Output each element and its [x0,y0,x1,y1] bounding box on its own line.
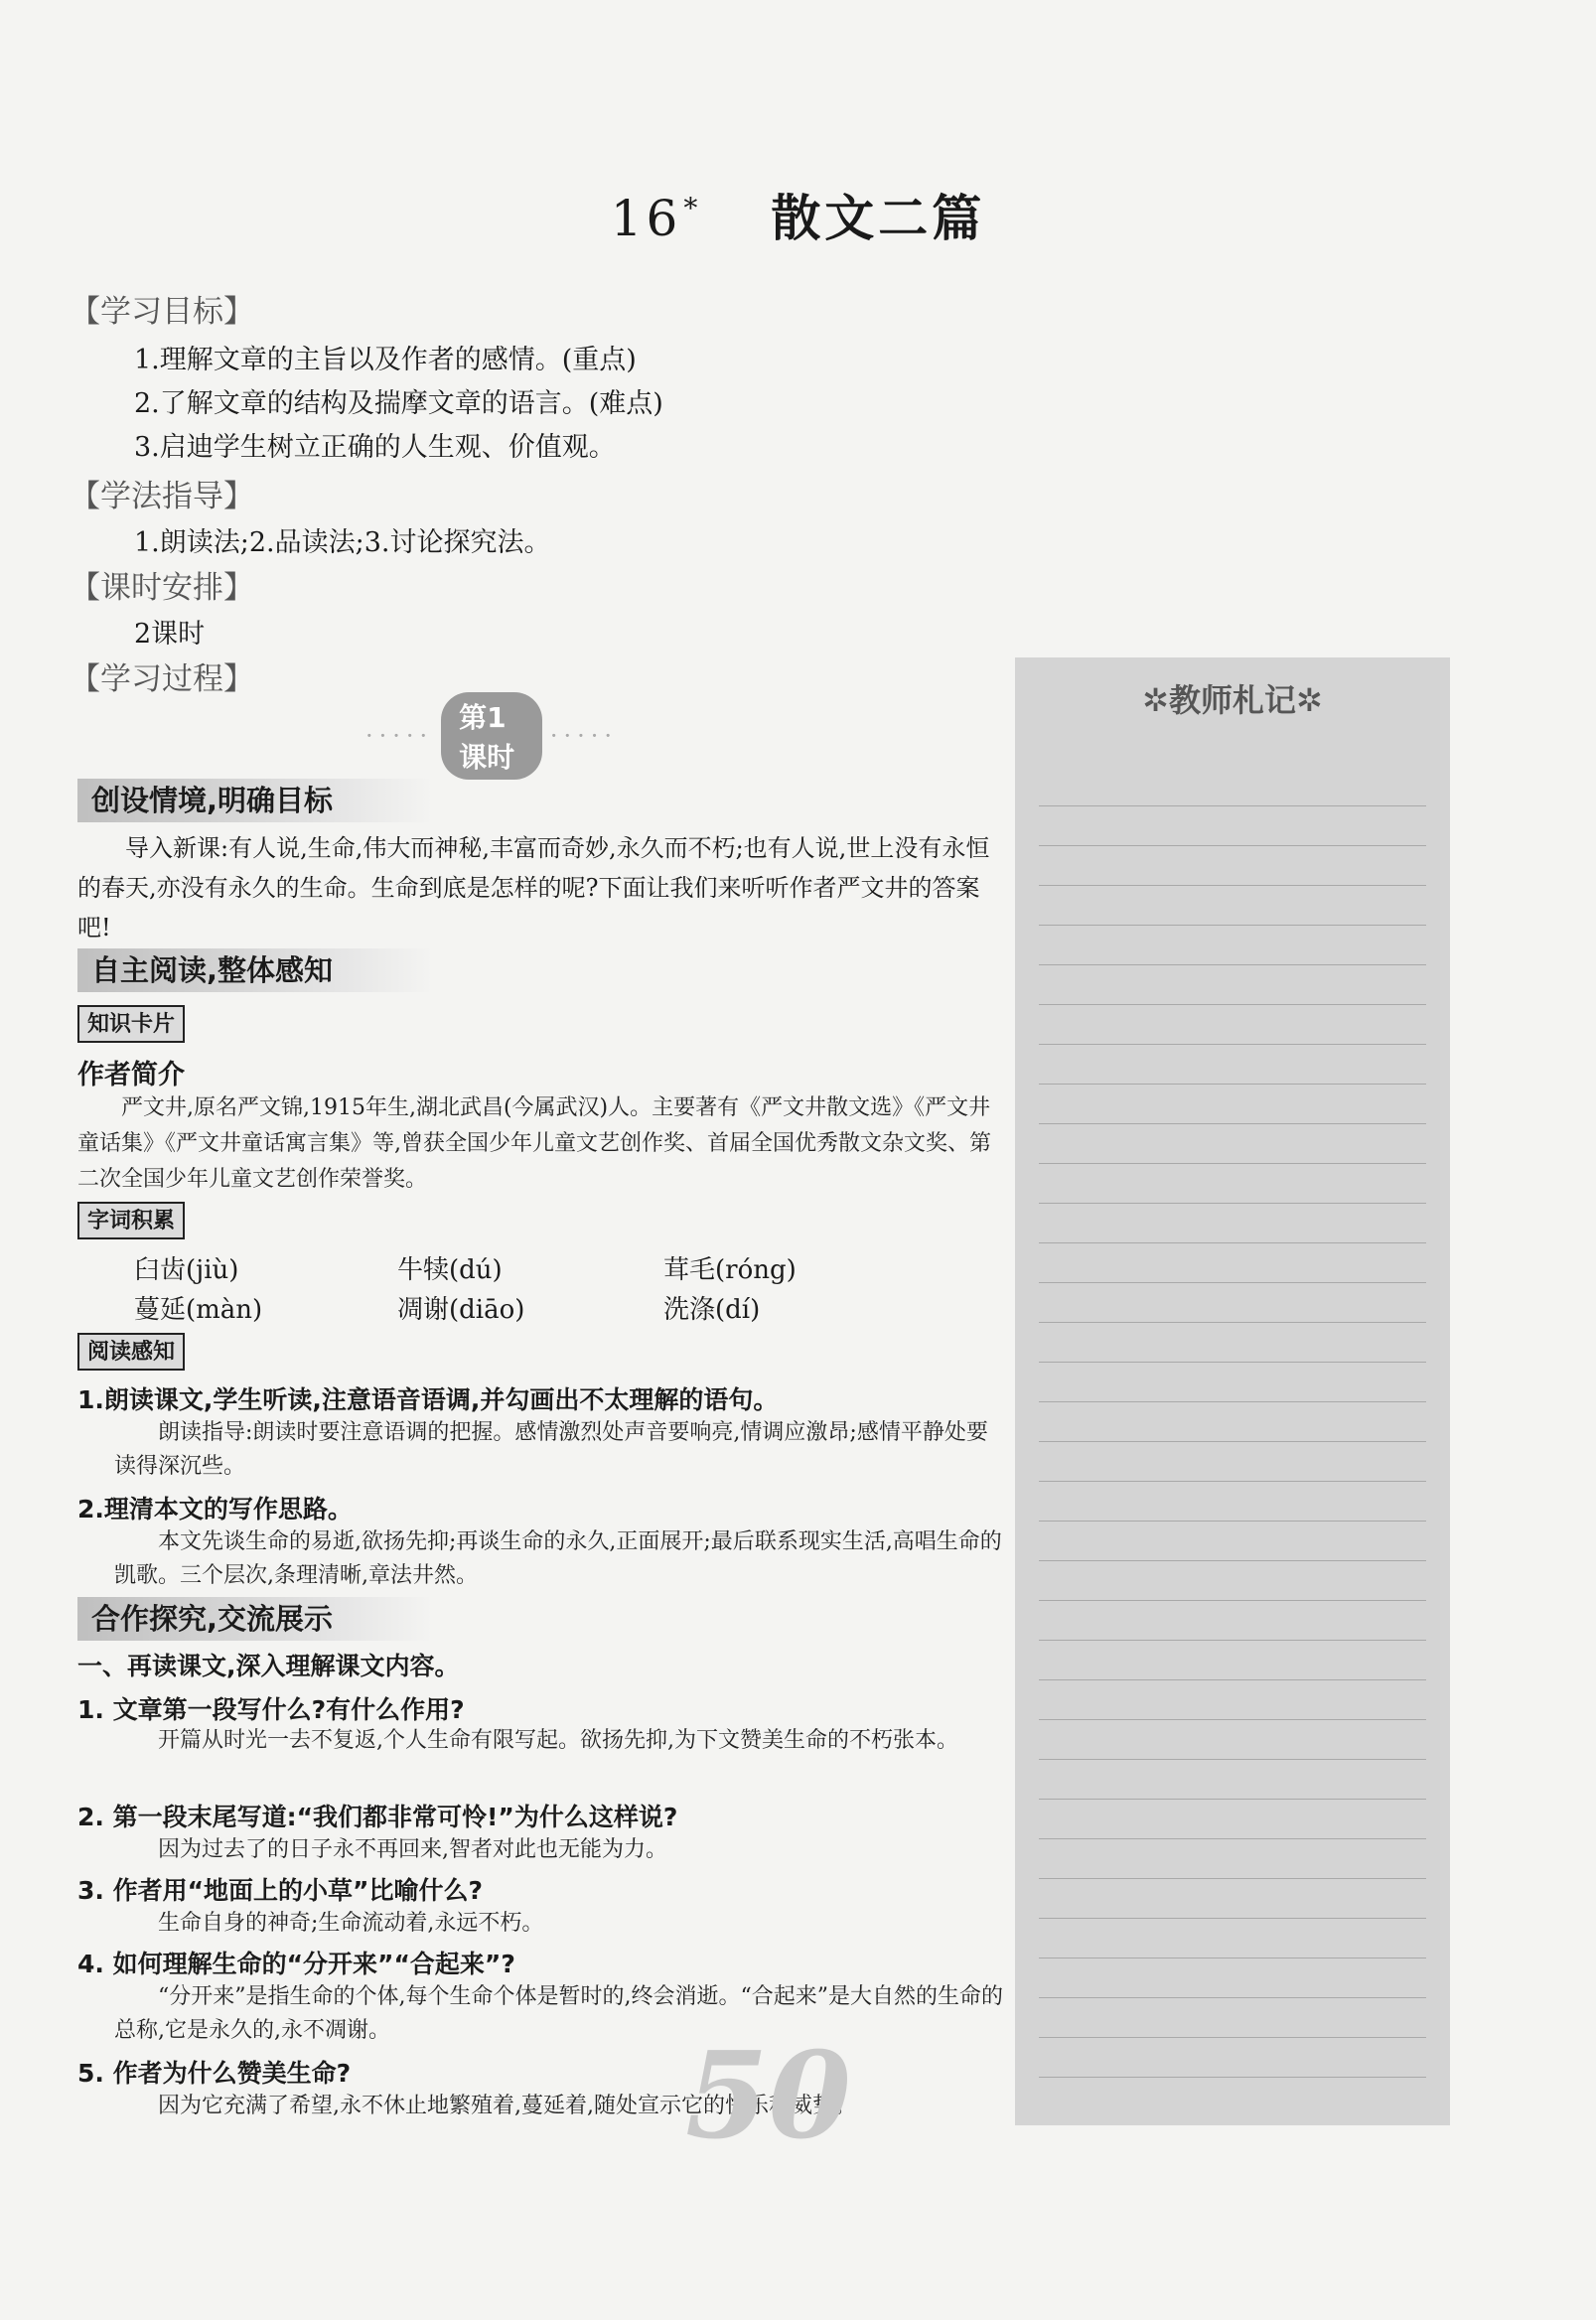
author-text: 严文井,原名严文锦,1915年生,湖北武昌(今属武汉)人。主要著有《严文井散文选》《严文井童话集》《严文井童话寓言集》等,曾获全国少年儿童文艺创作奖、首届全国优秀散文杂文奖、第二次全国少年儿童文艺创作荣誉奖。 [77,1095,991,1192]
vocab-item: 蔓延(màn) [134,1295,263,1325]
lesson-tab-label: 第1课时 [441,692,542,780]
explore-answer: 生命自身的神奇;生命流动着,永远不朽。 [158,1911,544,1936]
explore-question: 4. 如何理解生命的“分开来”“合起来”? [77,1950,515,1978]
section-heading-explore: 合作探究,交流展示 [77,1597,433,1641]
explore-question: 3. 作者用“地面上的小草”比喻什么? [77,1876,483,1905]
page-number: 50 [685,2026,851,2166]
section-heading-reading: 自主阅读,整体感知 [77,948,433,992]
explore-question: 5. 作者为什么赞美生命? [77,2059,352,2088]
section-label-process: 【学习过程】 [70,661,254,697]
reading-question: 1.朗读课文,学生听读,注意语音语调,并勾画出不太理解的语句。 [77,1385,779,1414]
goal-item: 3.启迪学生树立正确的人生观、价值观。 [134,432,616,463]
section-label-goals: 【学习目标】 [70,294,254,330]
explore-answer: 因为它充满了希望,永不休止地繁殖着,蔓延着,随处宣示它的快乐和威势。 [158,2094,856,2118]
tag-vocab: 字词积累 [77,1202,185,1239]
goal-item: 2.了解文章的结构及揣摩文章的语言。(难点) [134,388,663,419]
explore-answer: 因为过去了的日子永不再回来,智者对此也无能为力。 [158,1837,667,1862]
schedule-text: 2课时 [134,619,206,650]
lesson-title: 散文二篇 [771,189,986,247]
explore-answer: 开篇从时光一去不复返,个人生命有限写起。欲扬先抑,为下文赞美生命的不朽张本。 [158,1728,958,1753]
vocab-item: 洗涤(dí) [663,1295,761,1325]
vocab-item: 臼齿(jiù) [134,1255,239,1285]
explore-question: 1. 文章第一段写什么?有什么作用? [77,1695,465,1724]
section-heading-context: 创设情境,明确目标 [77,779,433,822]
vocab-item: 茸毛(róng) [663,1255,797,1285]
explore-question: 2. 第一段末尾写道:“我们都非常可怜!”为什么这样说? [77,1803,678,1831]
reading-question: 2.理清本文的写作思路。 [77,1495,353,1523]
explore-answer: “分开来”是指生命的个体,每个生命个体是暂时的,终会消逝。“合起来”是大自然的生命的总称,它是永久的,永不凋谢。 [114,1984,1003,2043]
vocab-item: 凋谢(diāo) [397,1295,525,1325]
tag-reading: 阅读感知 [77,1333,185,1371]
notes-ruled-lines [1039,767,1426,2105]
lesson-number: 16* [610,190,702,247]
goal-item: 1.理解文章的主旨以及作者的感情。(重点) [134,345,637,375]
explore-subheading: 一、再读课文,深入理解课文内容。 [77,1652,460,1680]
intro-text: 导入新课:有人说,生命,伟大而神秘,丰富而奇妙,永久而不朽;也有人说,世上没有永恒的春天,亦没有永久的生命。生命到底是怎样的呢?下面让我们来听听作者严文井的答案吧! [77,834,990,942]
teacher-notes-panel [1015,657,1450,2125]
method-text: 1.朗读法;2.品读法;3.讨论探究法。 [134,527,551,558]
author-title: 作者简介 [77,1060,185,1090]
page-title [0,179,1596,250]
tag-knowledge-card: 知识卡片 [77,1005,185,1043]
lesson-tab: ····· 第1课时 ····· [358,707,626,765]
vocab-item: 牛犊(dú) [397,1255,503,1285]
reading-answer: 朗读指导:朗读时要注意语调的把握。感情激烈处声音要响亮,情调应激昂;感情平静处要读得深沉些。 [114,1420,988,1479]
teacher-notes-title: ✲教师札记✲ [1142,681,1323,719]
section-label-schedule: 【课时安排】 [70,570,254,606]
section-label-method: 【学法指导】 [70,479,254,514]
reading-answer: 本文先谈生命的易逝,欲扬先抑;再谈生命的永久,正面展开;最后联系现实生活,高唱生命的凯歌。三个层次,条理清晰,章法井然。 [114,1529,1002,1588]
